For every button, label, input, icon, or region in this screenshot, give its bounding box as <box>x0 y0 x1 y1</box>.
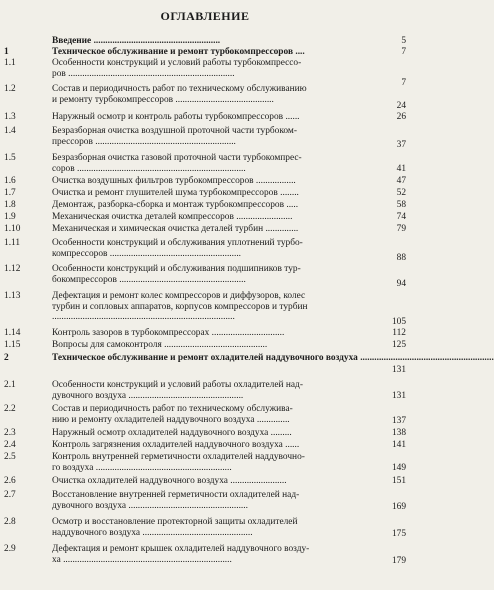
toc-entry-title-line: Контроль внутренней герметичности охладителей наддувочно- <box>52 452 305 462</box>
toc-entry-title-line: Техническое обслуживание и ремонт турбокомпрессоров .... <box>52 47 305 57</box>
toc-entry-title <box>52 544 350 565</box>
toc-entry-title-line: Безразборная очистка газовой проточной части турбокомпрес- <box>52 153 302 163</box>
toc-entry-number: 1.11 <box>4 238 21 248</box>
toc-entry-title-line: Вопросы для самоконтроля ............................................ <box>52 340 268 350</box>
toc-entry-title-line: Механическая очистка деталей компрессоров ........................ <box>52 212 293 222</box>
toc-entry-page: 141 <box>391 440 406 450</box>
toc-entry-page: 149 <box>391 463 406 473</box>
toc-entry-title-line: го воздуха .......................................................... <box>52 462 232 473</box>
toc-entry-title-line: турбин и сопловых аппаратов, корпусов компрессоров и турбин <box>52 301 308 312</box>
toc-entry-title-line: компрессоров ........................................................ <box>52 248 242 259</box>
toc-entry-number: 1 <box>4 47 9 57</box>
toc-entry-title-line: ров ....................................................................... <box>52 68 235 79</box>
toc-entry-number: 1.12 <box>4 264 21 274</box>
toc-entry-number: 2.1 <box>4 380 16 390</box>
toc-entry-page: 179 <box>391 556 406 566</box>
toc-entry-page: 112 <box>392 328 406 338</box>
toc-entry-number: 1.14 <box>4 328 21 338</box>
toc-entry-title <box>52 328 350 339</box>
toc-entry-page: 94 <box>396 279 406 289</box>
toc-entry-title <box>52 47 350 58</box>
toc-entry-page: 175 <box>391 529 406 539</box>
toc-entry-title-line: .............................................................................. <box>52 312 235 322</box>
toc-entry-title-line: дувочного воздуха ................................................. <box>52 390 244 401</box>
toc-entry-title-line: бокомпрессоров ...................................................... <box>52 274 246 285</box>
toc-entry-title <box>52 212 350 223</box>
toc-entry-number: 2.4 <box>4 440 16 450</box>
toc-entry-title-line: Наружный осмотр и контроль работы турбокомпрессоров ...... <box>52 112 300 122</box>
toc-entry-title <box>52 476 350 487</box>
toc-entry-number: 1.10 <box>4 224 21 234</box>
toc-entry-number: 2.5 <box>4 452 16 462</box>
toc-entry-page: 41 <box>396 164 406 174</box>
toc-entry-page: 58 <box>396 200 406 210</box>
toc-entry-page: 151 <box>391 476 406 486</box>
toc-entry-title <box>52 153 350 174</box>
toc-entry-title <box>52 238 350 259</box>
toc-entry-title-line: прессоров ............................................................ <box>52 136 236 147</box>
toc-entry-title-line: Состав и периодичность работ по техническому обслуживанию <box>52 84 307 94</box>
toc-entry-page: 37 <box>396 140 406 150</box>
toc-entry-title-line: Особенности конструкций и условий работы охладителей над- <box>52 380 303 390</box>
toc-entry-number: 1.7 <box>4 188 16 198</box>
toc-entry-number: 1.13 <box>4 291 21 301</box>
toc-entry-number: 1.2 <box>4 84 16 94</box>
toc-entry-title <box>52 440 350 451</box>
toc-entry-title <box>52 452 350 473</box>
toc-entry-page: 137 <box>391 416 406 426</box>
toc-entry-page: 105 <box>391 317 406 327</box>
toc-entry-title-line: Введение ...................................................... <box>52 36 221 46</box>
toc-entry-title-line: Демонтаж, разборка-сборка и монтаж турбокомпрессоров ..... <box>52 200 299 210</box>
toc-entry-title-line: дувочного воздуха ................................................... <box>52 500 248 511</box>
toc-entry-title-line: Контроль загрязнения охладителей наддувочного воздуха ...... <box>52 440 300 450</box>
toc-entry-title <box>52 428 350 439</box>
toc-entry-number: 2.7 <box>4 490 16 500</box>
toc-entry-page: 5 <box>401 36 406 46</box>
toc-entry-title-line: Дефектация и ремонт крышек охладителей наддувочного возду- <box>52 544 310 554</box>
toc-entry-title-line: Восстановление внутренней герметичности охладителей над- <box>52 490 300 500</box>
toc-entry-title-line: наддувочного воздуха ............................................... <box>52 527 253 538</box>
page-title: ОГЛАВЛЕНИЕ <box>160 9 250 23</box>
toc-entry-title <box>52 380 350 401</box>
toc-entry-number: 2.6 <box>4 476 16 486</box>
toc-entry-title-line: Состав и периодичность работ по техническому обслужива- <box>52 404 293 414</box>
toc-entry-title <box>52 291 350 323</box>
toc-entry-number: 1.5 <box>4 153 16 163</box>
toc-entry-title <box>52 224 350 235</box>
toc-entry-title <box>52 490 350 511</box>
toc-entry-number: 2.2 <box>4 404 16 414</box>
toc-entry-page: 79 <box>396 224 406 234</box>
toc-entry-number: 1.8 <box>4 200 16 210</box>
toc-entry-title-line: нию и ремонту охладителей наддувочного воздуха .............. <box>52 414 290 425</box>
toc-entry-page: 47 <box>396 176 406 186</box>
toc-entry-page: 125 <box>391 340 406 350</box>
toc-entry-page: 52 <box>396 188 406 198</box>
toc-entry-title-line: Особенности конструкций и обслуживания подшипников тур- <box>52 264 301 274</box>
toc-entry-title <box>52 517 350 538</box>
toc-entry-title <box>52 84 350 105</box>
toc-entry-number: 2 <box>4 353 9 363</box>
toc-entry-title <box>52 126 350 147</box>
toc-entry-title-line: Осмотр и восстановление протекторной защиты охладителей <box>52 517 298 527</box>
toc-entry-page: 169 <box>391 502 406 512</box>
toc-entry-title-line: Дефектация и ремонт колес компрессоров и диффузоров, колес <box>52 291 306 301</box>
toc-entry-title-line: соров ........................................................................ <box>52 163 246 174</box>
toc-entry-number: 1.15 <box>4 340 21 350</box>
toc-entry-page: 131 <box>391 365 406 375</box>
toc-entry-title-line: Очистка охладителей наддувочного воздуха ........................ <box>52 476 287 486</box>
toc-entry-page: 138 <box>391 428 406 438</box>
toc-entry-title-line: Очистка и ремонт глушителей шума турбокомпрессоров ........ <box>52 188 299 198</box>
toc-entry-number: 2.3 <box>4 428 16 438</box>
toc-entry-number: 2.8 <box>4 517 16 527</box>
toc-entry-title-line: Безразборная очистка воздушной проточной части турбоком- <box>52 126 297 136</box>
toc-entry-title-line: ха ........................................................................ <box>52 554 232 565</box>
toc-entry-page: 7 <box>401 47 406 57</box>
toc-entry-number: 1.4 <box>4 126 16 136</box>
toc-entry-title <box>52 58 350 79</box>
toc-entry-number: 1.9 <box>4 212 16 222</box>
toc-entry-title-line: Техническое обслуживание и ремонт охладителей наддувочного воздуха ......................................................... <box>52 353 494 363</box>
toc-entry-page: 24 <box>396 101 406 111</box>
toc-entry-title <box>52 200 350 211</box>
toc-entry-page: 131 <box>391 391 406 401</box>
toc-entry-title-line: Контроль зазоров в турбокомпрессорах ............................... <box>52 328 285 338</box>
toc-entry-title <box>52 404 350 425</box>
toc-entry-title <box>52 188 350 199</box>
toc-entry-page: 7 <box>401 78 406 88</box>
toc-entry-page: 26 <box>396 112 406 122</box>
toc-entry-title <box>52 264 350 285</box>
toc-entry-title-line: Особенности конструкций и обслуживания уплотнений турбо- <box>52 238 303 248</box>
toc-entry-number: 1.3 <box>4 112 16 122</box>
toc-entry-title-line: Особенности конструкций и условий работы турбокомпрессо- <box>52 58 302 68</box>
toc-entry-number: 2.9 <box>4 544 16 554</box>
toc-entry-title <box>52 36 350 47</box>
toc-entry-title <box>52 112 350 123</box>
toc-entry-title <box>52 176 350 187</box>
toc-entry-title <box>52 353 494 364</box>
toc-entry-title-line: Механическая и химическая очистка деталей турбин .............. <box>52 224 299 234</box>
toc-entry-number: 1.6 <box>4 176 16 186</box>
toc-entry-number: 1.1 <box>4 58 16 68</box>
toc-entry-page: 74 <box>396 212 406 222</box>
toc-entry-title <box>52 340 350 351</box>
toc-entry-title-line: Очистка воздушных фильтров турбокомпрессоров ................. <box>52 176 296 186</box>
toc-entry-title-line: и ремонту турбокомпрессоров .......................................... <box>52 94 274 105</box>
toc-entry-title-line: Наружный осмотр охладителей наддувочного воздуха ......... <box>52 428 292 438</box>
toc-entry-page: 88 <box>396 253 406 263</box>
